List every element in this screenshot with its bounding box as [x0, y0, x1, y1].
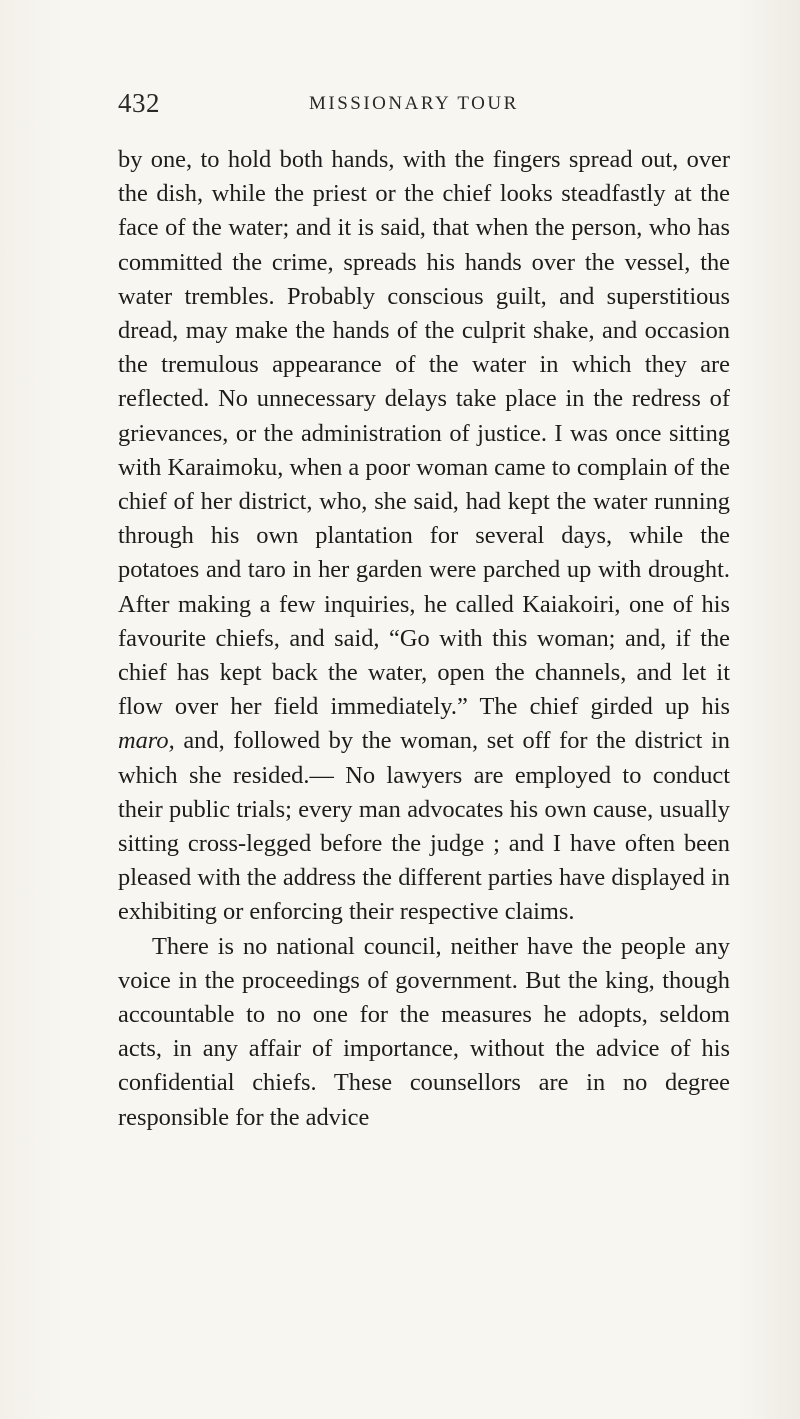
paragraph-1 [118, 143, 730, 930]
running-head: MISSIONARY TOUR [309, 93, 519, 114]
paragraph-1-text-cont: and, followed by the woman, set off for the district in which she resided.— No lawyers are employed to conduct their public trials; every man advocates his own cause, usually sitting cross-legged before the judge ; and I have often been pleased with the address the different parties have displayed in exhibiting or enforcing their respective claims. [118, 727, 730, 926]
page-number: 432 [118, 88, 160, 118]
paragraph-1-text: by one, to hold both hands, with the fingers spread out, over the dish, while the priest or the chief looks steadfastly at the face of the water; and it is said, that when the person, who has committed the crime, spreads his hands over the vessel, the water trembles. Probably conscious guilt, and superstitious dread, may make the hands of the culprit shake, and occasion the tremulous appearance of the water in which they are reflected. No unnecessary delays take place in the redress of grievances, or the administration of justice. I was once sitting with Karaimoku, when a poor woman came to complain of the chief of her district, who, she said, had kept the water running through his own plantation for several days, while the potatoes and taro in her garden were parched up with drought. After making a few inquiries, he called Kaiakoiri, one of his favourite chiefs, and said, “Go with this woman; and, if the chief has kept back the water, open the channels, and let it flow over her field immediately.” The chief girded up his [118, 146, 730, 721]
paragraph-2: There is no national council, neither have the people any voice in the proceedings of government. But the king, though accountable to no one for the measures he adopts, seldom acts, in any affair of importance, without the advice of his confidential chiefs. These counsellors are in no degree responsible for the advice [118, 932, 730, 1131]
italic-word-maro: maro, [118, 727, 175, 755]
body-text [118, 143, 730, 1135]
page-header [118, 88, 728, 128]
